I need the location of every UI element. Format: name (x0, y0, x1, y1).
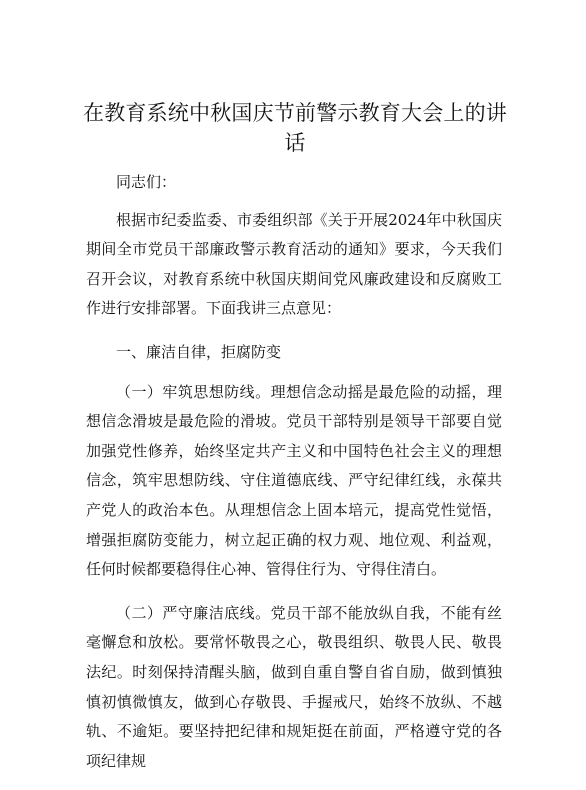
document-title: 在教育系统中秋国庆节前警示教育大会上的讲话 (83, 101, 507, 155)
section-heading-1: 一、廉洁自律，拒腐防变 (116, 342, 282, 361)
salutation: 同志们： (116, 173, 177, 191)
intro-paragraph: 根据市纪委监委、市委组织部《关于开展2024年中秋国庆期间全市党员干部廉政警示教育活动的通知》要求，今天我们召开会议，对教育系统中秋国庆期间党风廉政建设和反腐败工作进行安排部署。下面我讲三点意见： (86, 210, 502, 318)
subsection-paragraph-1: （一）牢筑思想防线。理想信念动摇是最危险的动摇，理想信念滑坡是最危险的滑坡。党员干部特别是领导干部要自觉加强党性修养，始终坚定共产主义和中国特色社会主义的理想信念，筑牢思想防线、守住道德底线、严守纪律红线，永葆共产党人的政治本色。从理想信念上固本培元，提高党性觉悟，增强拒腐防变能力，树立起正确的权力观、地位观、利益观，任何时候都要稳得住心神、管得住行为、守得住清白。 (86, 382, 502, 579)
document-body (86, 168, 502, 790)
subsection-paragraph-2: （二）严守廉洁底线。党员干部不能放纵自我，不能有丝毫懈怠和放松。要常怀敬畏之心，敬畏组织、敬畏人民、敬畏法纪。时刻保持清醒头脑，做到自重自警自省自励，做到慎独慎初慎微慎友，做到心存敬畏、手握戒尺，始终不放纵、不越轨、不逾矩。要坚持把纪律和规矩挺在前面，严格遵守党的各项纪律规 (86, 603, 502, 770)
